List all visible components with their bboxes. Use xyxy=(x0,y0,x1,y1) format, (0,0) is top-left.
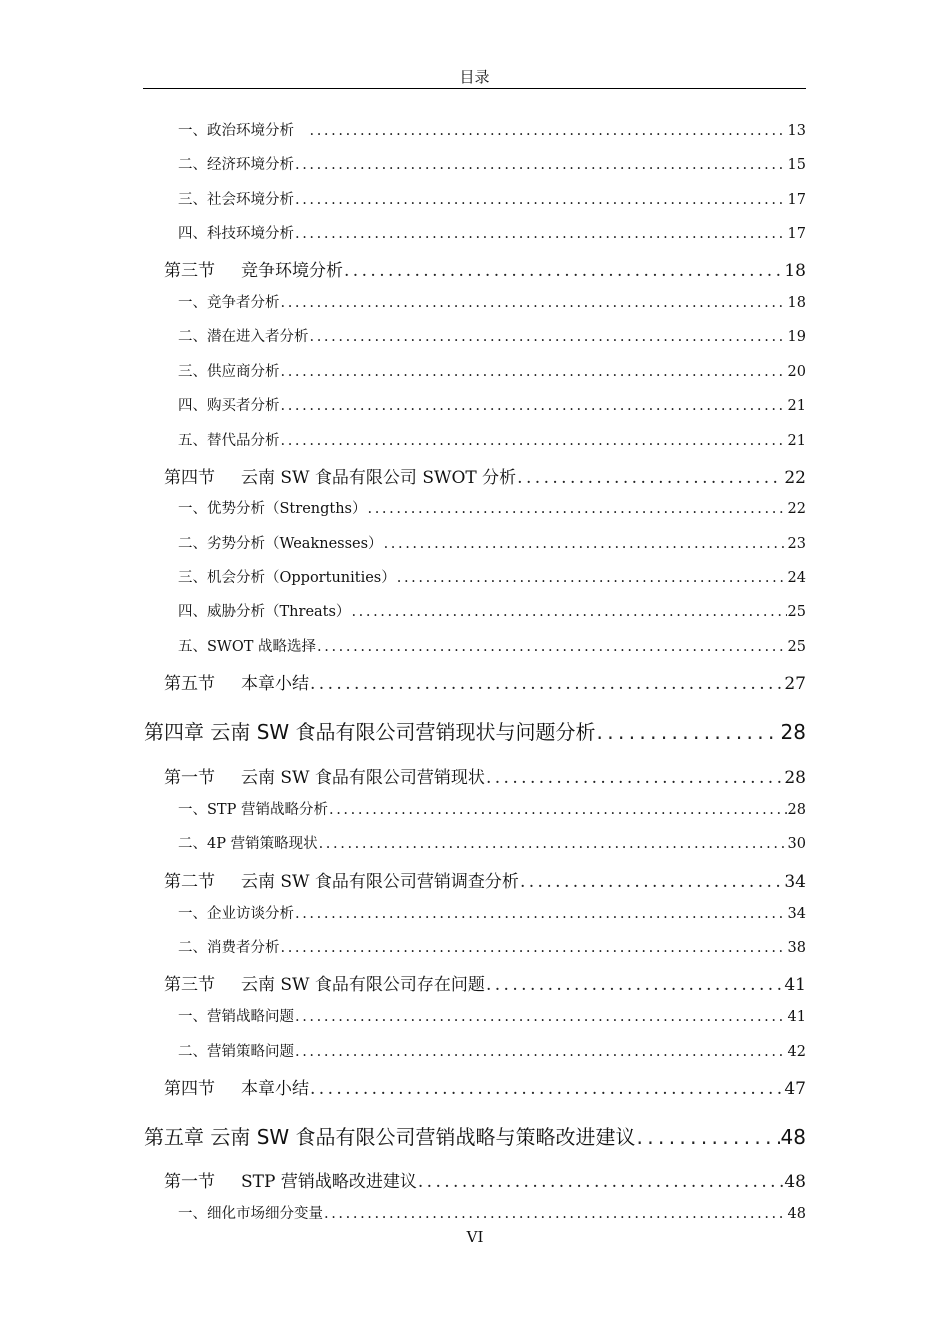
toc-entry[interactable] xyxy=(178,936,806,957)
toc-page-number: 18 xyxy=(787,295,806,311)
toc-entry[interactable] xyxy=(178,832,806,853)
page-footer xyxy=(0,1228,950,1246)
toc-entry[interactable] xyxy=(164,763,806,788)
toc-page-number: 28 xyxy=(784,768,806,788)
toc-entry[interactable] xyxy=(164,1074,806,1099)
toc-entry-label xyxy=(164,763,485,788)
toc-page-number: 28 xyxy=(787,802,806,818)
toc-page-number: 27 xyxy=(784,674,806,694)
toc-entry-title: 第五章 云南 SW 食品有限公司营销战略与策略改进建议 xyxy=(144,1125,636,1149)
toc-entry[interactable] xyxy=(178,360,806,381)
toc-entry-title: 一、优势分析（Strengths） xyxy=(178,501,367,517)
toc-entry[interactable] xyxy=(144,716,806,745)
toc-page-number: 41 xyxy=(787,1009,806,1025)
toc-entry-title: 一、细化市场细分变量 xyxy=(178,1206,323,1222)
toc-entry[interactable] xyxy=(144,1121,806,1150)
toc-entry-title: 云南 SW 食品有限公司存在问题 xyxy=(241,975,485,995)
toc-entry-title: 三、机会分析（Opportunities） xyxy=(178,570,396,586)
toc-leader-dots xyxy=(310,123,787,139)
toc-entry-title: 三、社会环境分析 xyxy=(178,192,294,208)
toc-entry-title: 二、经济环境分析 xyxy=(178,157,294,173)
toc-leader-dots xyxy=(281,433,787,449)
toc-page-number: 28 xyxy=(780,720,806,744)
toc-entry-label xyxy=(178,429,280,450)
toc-entry[interactable] xyxy=(178,153,806,174)
toc-entry[interactable] xyxy=(164,970,806,995)
toc-leader-dots xyxy=(295,906,787,922)
toc-entry-label xyxy=(178,532,383,553)
toc-entry-title: 竞争环境分析 xyxy=(241,261,343,281)
toc-entry[interactable] xyxy=(178,291,806,312)
toc-entry-label xyxy=(178,832,318,853)
toc-entry-label xyxy=(164,463,516,488)
toc-leader-dots xyxy=(310,329,787,345)
toc-page-number: 21 xyxy=(787,398,806,414)
toc-entry-label xyxy=(178,360,280,381)
toc-entry-label xyxy=(178,600,350,621)
toc-entry-label xyxy=(178,1005,294,1026)
toc-entry-title: 四、威胁分析（Threats） xyxy=(178,604,351,620)
toc-leader-dots xyxy=(295,226,787,242)
toc-entry-title: 云南 SW 食品有限公司 SWOT 分析 xyxy=(241,468,517,488)
toc-page-number: 34 xyxy=(787,906,806,922)
toc-page-number: 25 xyxy=(787,604,806,620)
toc-entry-label xyxy=(164,1167,417,1192)
toc-entry[interactable] xyxy=(178,566,806,587)
toc-leader-dots xyxy=(597,720,780,744)
toc-entry-title: 第四章 云南 SW 食品有限公司营销现状与问题分析 xyxy=(144,720,596,744)
toc-entry[interactable] xyxy=(178,600,806,621)
toc-leader-dots xyxy=(295,1009,787,1025)
toc-leader-dots xyxy=(517,468,783,488)
toc-entry-label xyxy=(178,635,316,656)
toc-page-number: 23 xyxy=(787,536,806,552)
toc-page-number: 18 xyxy=(784,261,806,281)
toc-leader-dots xyxy=(281,398,787,414)
toc-page-number: 20 xyxy=(787,364,806,380)
toc-entry-label xyxy=(164,256,343,281)
toc-page-number: 22 xyxy=(784,468,806,488)
toc-entry[interactable] xyxy=(178,119,806,140)
toc-entry-label xyxy=(178,291,280,312)
toc-section-number: 第三节 xyxy=(164,975,215,995)
toc-entry-title: 云南 SW 食品有限公司营销现状 xyxy=(241,768,485,788)
toc-page-number: 19 xyxy=(787,329,806,345)
toc-entry[interactable] xyxy=(164,463,806,488)
toc-page-number: 48 xyxy=(784,1172,806,1192)
toc-entry-label xyxy=(144,716,596,745)
toc-entry-label xyxy=(178,119,309,140)
toc-section-number: 第五节 xyxy=(164,674,215,694)
toc-section-number: 第一节 xyxy=(164,1172,215,1192)
toc-leader-dots xyxy=(329,802,787,818)
toc-entry-label xyxy=(178,325,309,346)
toc-page-number: 24 xyxy=(787,570,806,586)
toc-page-number: 17 xyxy=(787,192,806,208)
toc-entry-title: 二、潜在进入者分析 xyxy=(178,329,309,345)
toc-leader-dots xyxy=(281,364,787,380)
toc-entry[interactable] xyxy=(178,325,806,346)
toc-leader-dots xyxy=(351,604,786,620)
toc-section-number: 第四节 xyxy=(164,1079,215,1099)
toc-entry[interactable] xyxy=(164,1167,806,1192)
toc-leader-dots xyxy=(281,295,787,311)
toc-entry[interactable] xyxy=(178,1040,806,1061)
toc-leader-dots xyxy=(319,836,787,852)
toc-leader-dots xyxy=(368,501,787,517)
toc-page-number: 48 xyxy=(787,1206,806,1222)
toc-leader-dots xyxy=(344,261,783,281)
toc-leader-dots xyxy=(384,536,787,552)
toc-page-number: 34 xyxy=(784,872,806,892)
toc-page-number: 17 xyxy=(787,226,806,242)
toc-entry-title: 三、供应商分析 xyxy=(178,364,280,380)
toc-entry[interactable] xyxy=(164,256,806,281)
toc-entry[interactable] xyxy=(178,394,806,415)
toc-leader-dots xyxy=(486,975,783,995)
toc-entry-label xyxy=(178,566,396,587)
toc-entry-title: 二、营销策略问题 xyxy=(178,1044,294,1060)
toc-entry-title: STP 营销战略改进建议 xyxy=(241,1172,417,1192)
toc-entry[interactable] xyxy=(178,429,806,450)
toc-leader-dots xyxy=(418,1172,784,1192)
toc-leader-dots xyxy=(281,940,787,956)
toc-page-number: 38 xyxy=(787,940,806,956)
toc-leader-dots xyxy=(310,674,783,694)
toc-entry[interactable] xyxy=(178,532,806,553)
toc-entry-label xyxy=(178,497,367,518)
toc-entry[interactable] xyxy=(178,497,806,518)
toc-leader-dots xyxy=(295,192,787,208)
toc-entry[interactable] xyxy=(178,635,806,656)
toc-entry-label xyxy=(178,153,294,174)
toc-leader-dots xyxy=(310,1079,783,1099)
toc-page-number: 15 xyxy=(787,157,806,173)
toc-leader-dots xyxy=(317,639,787,655)
toc-entry-title: 四、科技环境分析 xyxy=(178,226,294,242)
toc-leader-dots xyxy=(295,1044,787,1060)
toc-leader-dots xyxy=(520,872,783,892)
header-title: 目录 xyxy=(459,68,490,86)
toc-entry-title: 一、竞争者分析 xyxy=(178,295,280,311)
toc-page-number: 25 xyxy=(787,639,806,655)
toc-entry[interactable] xyxy=(178,222,806,243)
toc-entry-title: 五、替代品分析 xyxy=(178,433,280,449)
toc-entry[interactable] xyxy=(178,902,806,923)
toc-entry[interactable] xyxy=(178,1005,806,1026)
toc-page-number: 42 xyxy=(787,1044,806,1060)
toc-page-number: 13 xyxy=(787,123,806,139)
toc-entry-label xyxy=(178,188,294,209)
toc-entry[interactable] xyxy=(178,1202,806,1223)
toc-entry-label xyxy=(164,867,519,892)
toc-page-number: 47 xyxy=(784,1079,806,1099)
toc-page-number: 21 xyxy=(787,433,806,449)
toc-entry-title: 一、STP 营销战略分析 xyxy=(178,802,328,818)
toc-entry-label xyxy=(178,798,328,819)
toc-entry-label xyxy=(178,902,294,923)
toc-entry-title: 二、消费者分析 xyxy=(178,940,280,956)
toc-page-number: 41 xyxy=(784,975,806,995)
toc-section-number: 第三节 xyxy=(164,261,215,281)
footer-page-number: VI xyxy=(466,1228,484,1246)
toc-entry-label xyxy=(178,1202,323,1223)
toc-section-number: 第四节 xyxy=(164,468,215,488)
toc-entry-title: 五、SWOT 战略选择 xyxy=(178,639,317,655)
toc-entry[interactable] xyxy=(164,867,806,892)
toc-leader-dots xyxy=(324,1206,787,1222)
toc-entry-label xyxy=(178,1040,294,1061)
toc-leader-dots xyxy=(486,768,783,788)
toc-entry-label xyxy=(164,1074,309,1099)
toc-entry-label xyxy=(178,936,280,957)
toc-entry-label xyxy=(164,970,485,995)
toc-entry-label xyxy=(178,394,280,415)
toc-entry-title: 云南 SW 食品有限公司营销调查分析 xyxy=(241,872,519,892)
toc-entry[interactable] xyxy=(164,669,806,694)
toc-leader-dots xyxy=(397,570,787,586)
toc-entry-label xyxy=(144,1121,636,1150)
toc-entry-title: 本章小结 xyxy=(241,674,309,694)
toc-entry-title: 四、购买者分析 xyxy=(178,398,280,414)
toc-leader-dots xyxy=(637,1125,780,1149)
toc-entry-title: 二、劣势分析（Weaknesses） xyxy=(178,536,383,552)
toc-page-number: 30 xyxy=(787,836,806,852)
toc-entry-label xyxy=(178,222,294,243)
toc-entry-title: 二、4P 营销策略现状 xyxy=(178,836,318,852)
toc-entry-title: 一、营销战略问题 xyxy=(178,1009,294,1025)
toc-entry-title: 一、政治环境分析 xyxy=(178,123,309,139)
toc-entry[interactable] xyxy=(178,188,806,209)
toc-section-number: 第二节 xyxy=(164,872,215,892)
toc-leader-dots xyxy=(295,157,787,173)
toc-page-number: 48 xyxy=(780,1125,806,1149)
toc-section-number: 第一节 xyxy=(164,768,215,788)
toc-entry-label xyxy=(164,669,309,694)
toc-page-number: 22 xyxy=(787,501,806,517)
toc-entry-title: 一、企业访谈分析 xyxy=(178,906,294,922)
toc-entry[interactable] xyxy=(178,798,806,819)
toc-entry-title: 本章小结 xyxy=(241,1079,309,1099)
